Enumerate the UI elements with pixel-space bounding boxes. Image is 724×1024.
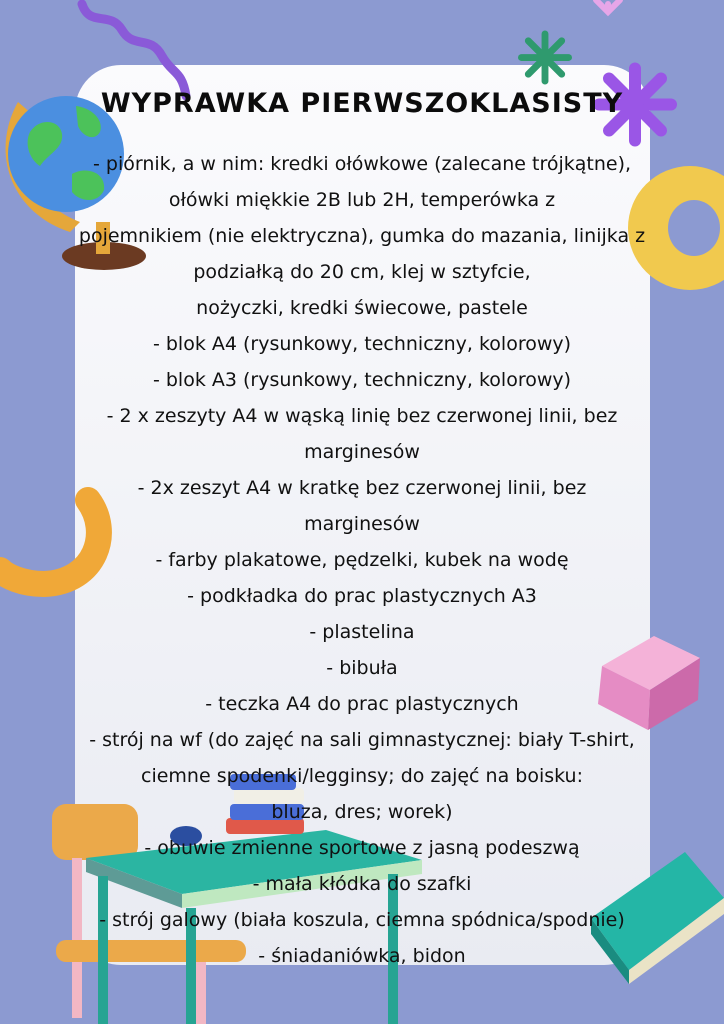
list-item: - bibuła bbox=[326, 657, 398, 679]
list-item: - 2x zeszyt A4 w kratkę bez czerwonej linii, bez bbox=[137, 477, 587, 499]
list-item: - blok A3 (rysunkowy, techniczny, kolorowy) bbox=[152, 369, 572, 391]
pink-star-icon bbox=[588, 0, 628, 20]
list-item: nożyczki, kredki świecowe, pastele bbox=[196, 297, 528, 319]
list-item: - podkładka do prac plastycznych A3 bbox=[187, 585, 537, 607]
list-item: pojemnikiem (nie elektryczna), gumka do mazania, linijka z bbox=[78, 225, 646, 247]
list-item: - blok A4 (rysunkowy, techniczny, kolorowy) bbox=[152, 333, 572, 355]
list-item: podziałką do 20 cm, klej w sztyfcie, bbox=[193, 261, 531, 283]
list-item: marginesów bbox=[304, 441, 420, 463]
list-item: - mała kłódka do szafki bbox=[252, 873, 472, 895]
list-item: marginesów bbox=[304, 513, 420, 535]
green-star-icon bbox=[515, 30, 575, 85]
supplies-list bbox=[60, 146, 664, 974]
list-item: - piórnik, a w nim: kredki ołówkowe (zalecane trójkątne), bbox=[92, 153, 632, 175]
list-item: - farby plakatowe, pędzelki, kubek na wodę bbox=[155, 549, 569, 571]
list-item: - strój na wf (do zajęć na sali gimnastycznej: biały T-shirt, bbox=[89, 729, 635, 751]
list-item: ciemne spodenki/legginsy; do zajęć na boisku: bbox=[141, 765, 583, 787]
list-item: bluza, dres; worek) bbox=[271, 801, 453, 823]
list-item: - plastelina bbox=[309, 621, 415, 643]
list-item: ołówki miękkie 2B lub 2H, temperówka z bbox=[168, 189, 556, 211]
list-item: - strój galowy (biała koszula, ciemna spódnica/spodnie) bbox=[99, 909, 625, 931]
list-item: - obuwie zmienne sportowe z jasną podeszwą bbox=[144, 837, 580, 859]
list-item: - 2 x zeszyty A4 w wąską linię bez czerwonej linii, bez bbox=[106, 405, 618, 427]
list-item: - teczka A4 do prac plastycznych bbox=[205, 693, 519, 715]
list-item: - śniadaniówka, bidon bbox=[258, 945, 466, 967]
page-title: WYPRAWKA PIERWSZOKLASISTY bbox=[100, 88, 624, 119]
